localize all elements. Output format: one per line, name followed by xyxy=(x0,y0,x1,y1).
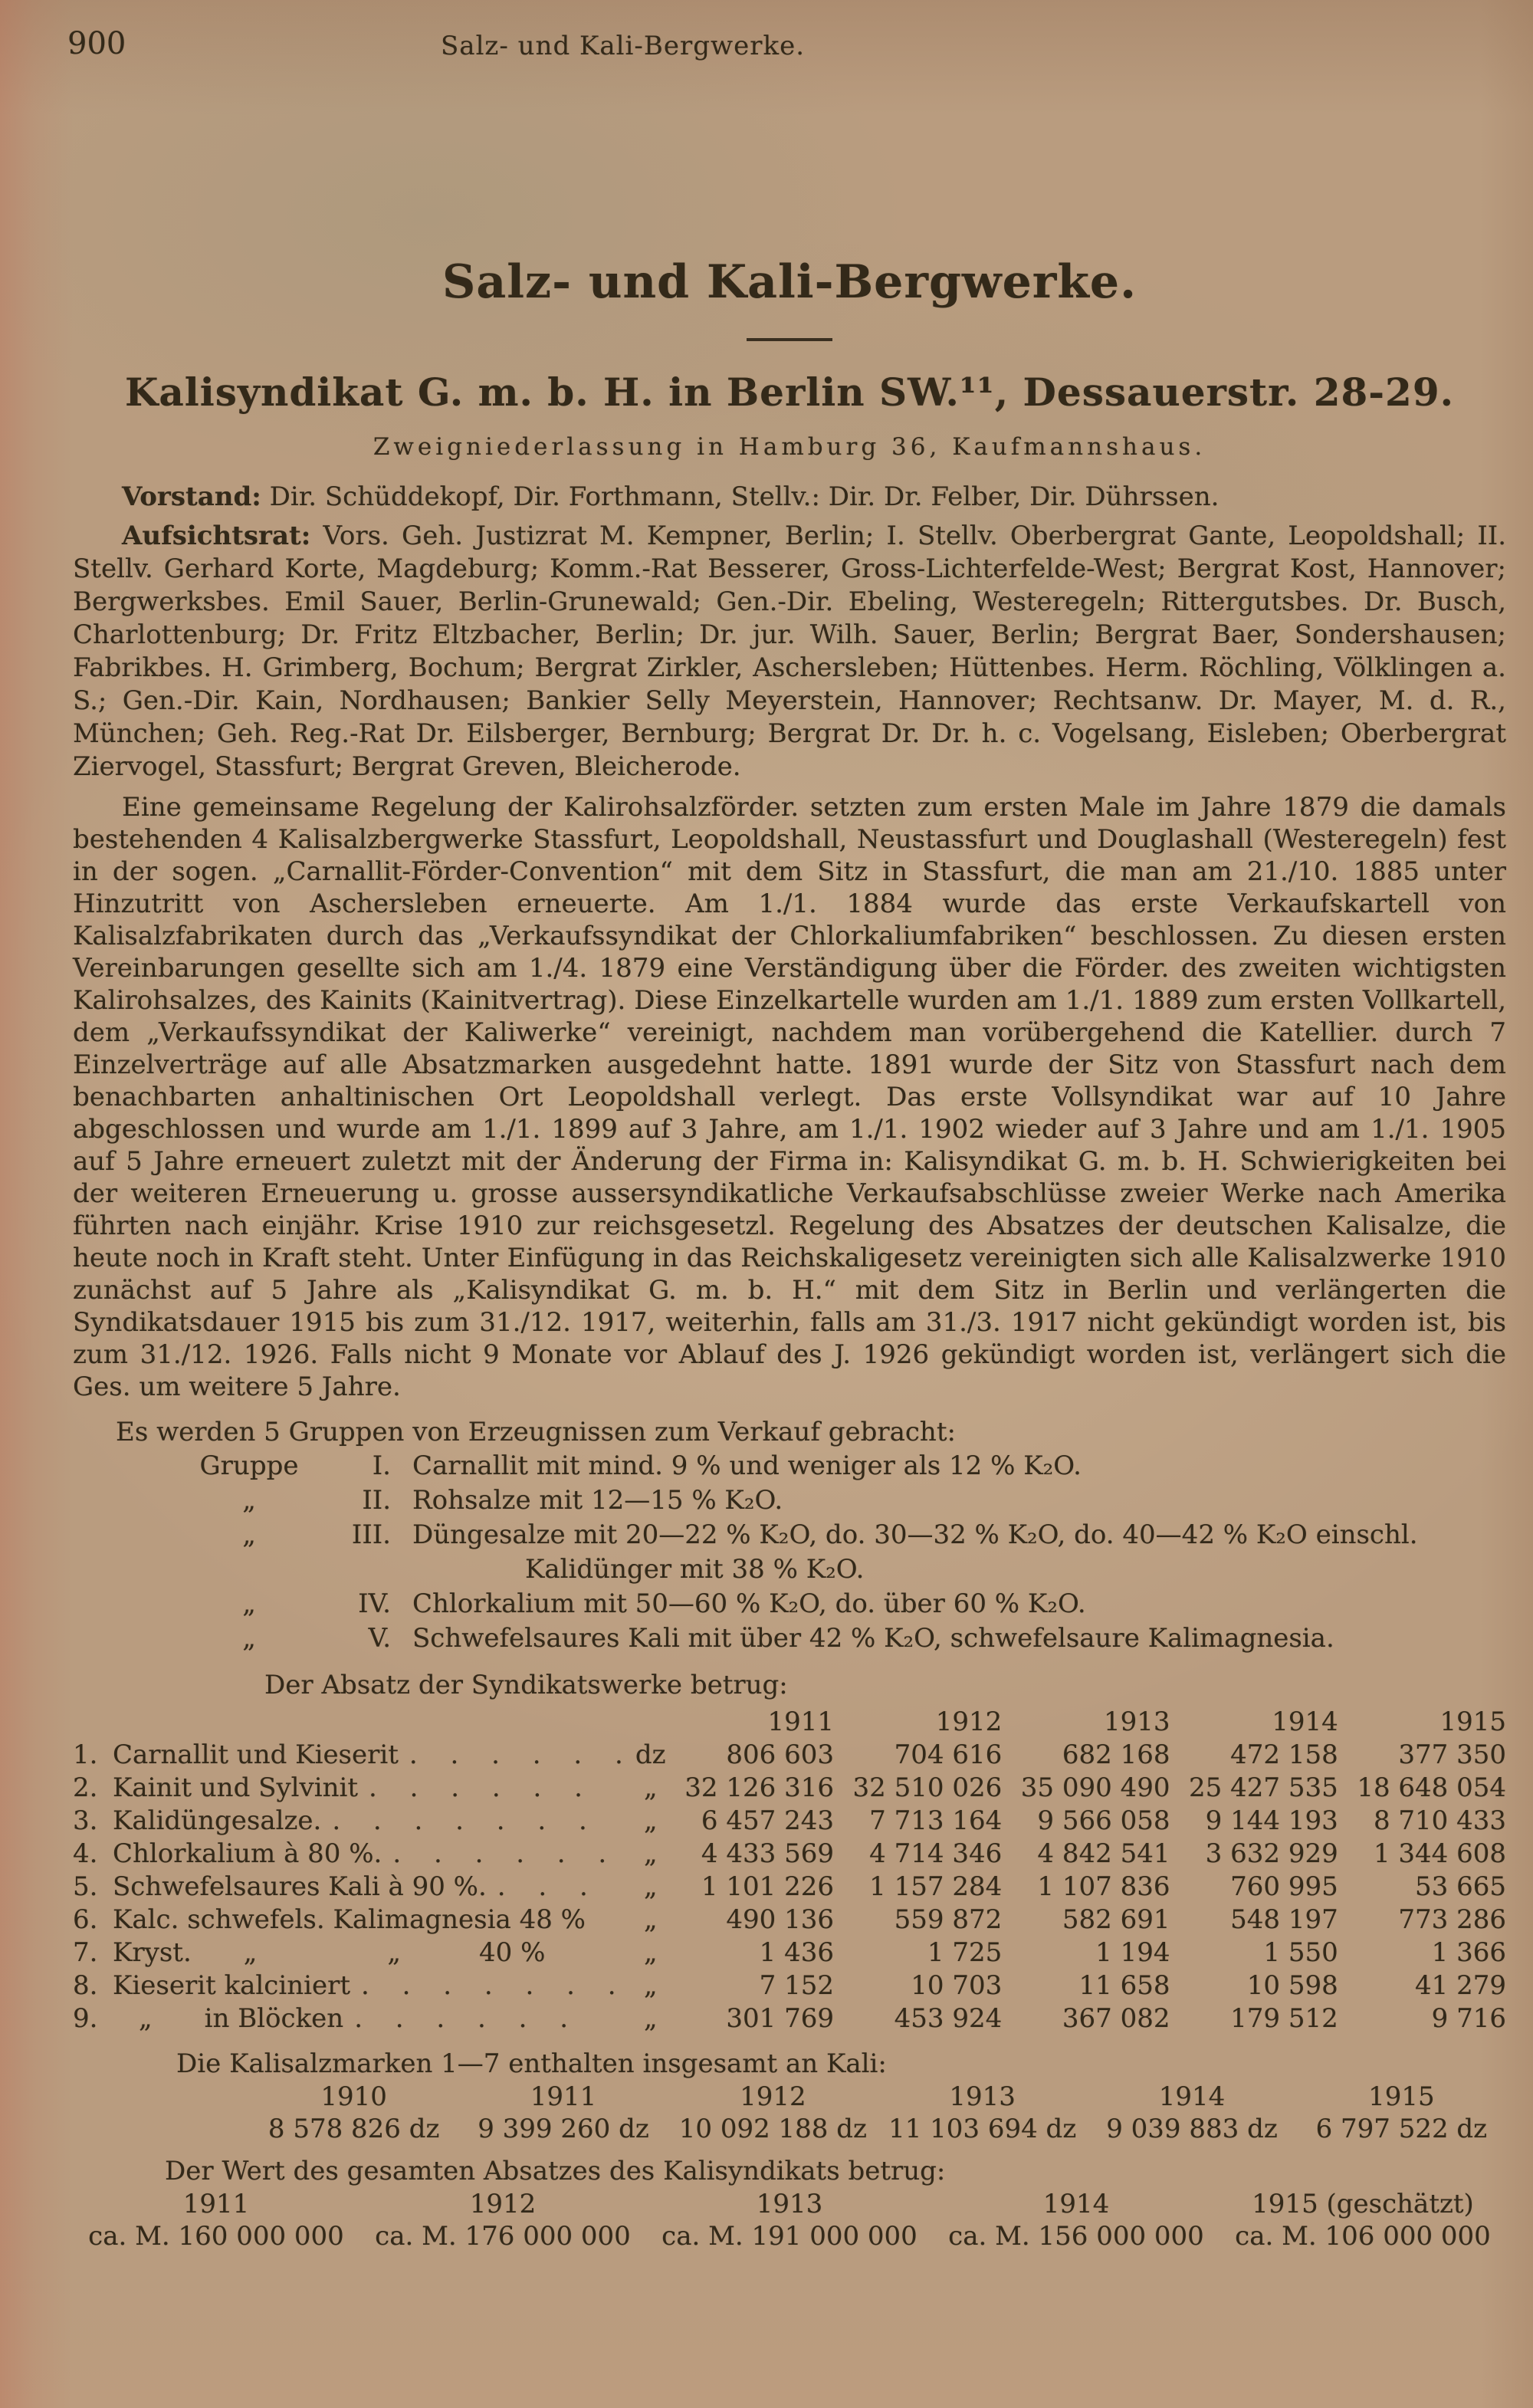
year-label: 1913 xyxy=(1103,1706,1170,1737)
cell-value: 8 710 433 xyxy=(1373,1805,1506,1836)
cell-value: 1 157 284 xyxy=(869,1871,1003,1902)
group-continuation: Kalidünger mit 38 % K₂O. xyxy=(525,1553,865,1585)
cell-value: 179 512 xyxy=(1230,2002,1338,2034)
cell-value: 32 510 026 xyxy=(852,1772,1003,1803)
row-number: 6. xyxy=(73,1904,98,1935)
row-label: Kalc. schwefels. Kalimagnesia 48 % xyxy=(113,1904,586,1935)
row-unit: „ xyxy=(643,1904,658,1935)
row-unit: „ xyxy=(643,2002,658,2034)
row-unit: „ xyxy=(643,1838,658,1869)
year-label: 1912 xyxy=(740,2081,806,2112)
cell-value: 367 082 xyxy=(1062,2002,1170,2034)
sales-table xyxy=(73,1707,1506,2036)
group-row xyxy=(73,1518,1506,1552)
table-row xyxy=(73,2003,1506,2036)
row-label: Kieserit kalciniert xyxy=(113,1969,351,2001)
cell-value: 32 126 316 xyxy=(684,1772,834,1803)
row-unit: dz xyxy=(635,1739,666,1770)
group-text: Carnallit mit mind. 9 % und weniger als 12 % K₂O. xyxy=(412,1450,1082,1481)
row-unit: „ xyxy=(643,1772,658,1803)
year-label: 1912 xyxy=(935,1706,1003,1737)
cell-value: 25 427 535 xyxy=(1189,1772,1338,1803)
row-number: 5. xyxy=(73,1871,98,1902)
group-numeral: IV. xyxy=(358,1588,391,1619)
value-years xyxy=(73,2188,1506,2220)
cell-value: 773 286 xyxy=(1398,1904,1506,1935)
cell-value: 9 716 xyxy=(1431,2002,1506,2034)
cell-value: 1 725 xyxy=(927,1937,1003,1968)
year-label: 1913 xyxy=(756,2188,823,2219)
value-amount: ca. M. 191 000 000 xyxy=(661,2220,918,2252)
table-row xyxy=(73,1970,1506,2003)
kali-values xyxy=(249,2113,1506,2145)
running-header: Salz- und Kali-Bergwerke. xyxy=(441,31,806,61)
year-label: 1911 xyxy=(767,1706,834,1737)
section-title: Salz- und Kali-Bergwerke. xyxy=(442,255,1137,309)
cell-value: 559 872 xyxy=(894,1904,1003,1935)
year-label: 1914 xyxy=(1158,2081,1226,2112)
group-prefix: Gruppe xyxy=(199,1450,299,1481)
cell-value: 4 714 346 xyxy=(869,1838,1003,1869)
kali-value: 9 039 883 dz xyxy=(1106,2113,1278,2144)
cell-value: 18 648 054 xyxy=(1357,1772,1506,1803)
group-text: Chlorkalium mit 50—60 % K₂O, do. über 60 % K₂O. xyxy=(412,1588,1086,1619)
vorstand-paragraph xyxy=(73,481,1506,514)
group-numeral: I. xyxy=(372,1450,391,1481)
cell-value: 1 550 xyxy=(1263,1937,1338,1968)
dot-leader: . . . . . . xyxy=(392,1838,619,1869)
dot-leader xyxy=(545,1937,556,1968)
cell-value: 10 598 xyxy=(1246,1969,1338,2001)
cell-value: 760 995 xyxy=(1230,1871,1338,1902)
branch-subheading: Zweigniederlassung in Hamburg 36, Kaufmannshaus. xyxy=(373,432,1206,461)
group-prefix: „ xyxy=(242,1588,256,1619)
row-unit: „ xyxy=(643,1871,658,1902)
year-label: 1912 xyxy=(469,2188,537,2219)
value-intro: Der Wert des gesamten Absatzes des Kalisyndikats betrug: xyxy=(165,2155,946,2186)
group-prefix: „ xyxy=(242,1622,256,1654)
cell-value: 4 842 541 xyxy=(1037,1838,1170,1869)
group-numeral: V. xyxy=(368,1622,391,1654)
kali-value: 6 797 522 dz xyxy=(1315,2113,1488,2144)
cell-value: 582 691 xyxy=(1062,1904,1170,1935)
kali-intro: Die Kalisalzmarken 1—7 enthalten insgesamt an Kali: xyxy=(176,2048,887,2079)
row-number: 1. xyxy=(73,1739,98,1770)
company-heading: Kalisyndikat G. m. b. H. in Berlin SW.¹¹, Dessauerstr. 28-29. xyxy=(124,370,1455,415)
table-row xyxy=(73,1739,1506,1772)
row-label: Kryst. „ „ 40 % xyxy=(113,1937,546,1968)
group-prefix: „ xyxy=(242,1484,256,1516)
kali-years xyxy=(249,2081,1506,2113)
year-label: 1914 xyxy=(1042,2188,1110,2219)
vorstand-label: Vorstand: xyxy=(122,481,261,512)
year-label: 1915 (geschätzt) xyxy=(1252,2188,1474,2219)
year-label: 1915 xyxy=(1439,1706,1506,1737)
title-divider xyxy=(747,338,832,341)
row-label: Carnallit und Kieserit xyxy=(113,1739,399,1770)
group-numeral: III. xyxy=(351,1519,391,1550)
row-label: „ in Blöcken xyxy=(113,2002,344,2034)
row-number: 8. xyxy=(73,1969,98,2001)
cell-value: 301 769 xyxy=(726,2002,834,2034)
row-label: Schwefelsaures Kali à 90 %. xyxy=(113,1871,487,1902)
cell-value: 490 136 xyxy=(726,1904,834,1935)
table-year-header xyxy=(73,1707,1506,1739)
kali-value: 8 578 826 dz xyxy=(268,2113,440,2144)
year-label: 1910 xyxy=(320,2081,387,2112)
cell-value: 4 433 569 xyxy=(701,1838,834,1869)
table-row xyxy=(73,1871,1506,1904)
cell-value: 1 107 836 xyxy=(1037,1871,1170,1902)
table-row xyxy=(73,1772,1506,1805)
cell-value: 806 603 xyxy=(726,1739,834,1770)
value-values xyxy=(73,2220,1506,2252)
dot-leader xyxy=(586,1904,596,1935)
kali-value: 10 092 188 dz xyxy=(678,2113,867,2144)
year-label: 1915 xyxy=(1368,2081,1435,2112)
dot-leader: . . . . . . xyxy=(369,1772,595,1803)
cell-value: 7 152 xyxy=(759,1969,834,2001)
cell-value: 7 713 164 xyxy=(869,1805,1003,1836)
sales-intro: Der Absatz der Syndikatswerke betrug: xyxy=(264,1669,788,1700)
value-amount: ca. M. 160 000 000 xyxy=(88,2220,344,2252)
dot-leader: . . . xyxy=(497,1871,600,1902)
page-number: 900 xyxy=(67,26,126,61)
year-label: 1911 xyxy=(182,2188,250,2219)
group-text: Düngesalze mit 20—22 % K₂O, do. 30—32 % K₂O, do. 40—42 % K₂O einschl. xyxy=(412,1519,1418,1550)
cell-value: 3 632 929 xyxy=(1205,1838,1338,1869)
dot-leader: . . . . . . xyxy=(354,2002,581,2034)
year-label: 1911 xyxy=(530,2081,597,2112)
cell-value: 453 924 xyxy=(894,2002,1003,2034)
table-row xyxy=(73,1805,1506,1838)
groups-intro: Es werden 5 Gruppen von Erzeugnissen zum Verkauf gebracht: xyxy=(116,1416,956,1447)
cell-value: 377 350 xyxy=(1398,1739,1506,1770)
row-label: Chlorkalium à 80 %. xyxy=(113,1838,382,1869)
row-number: 3. xyxy=(73,1805,98,1836)
cell-value: 6 457 243 xyxy=(701,1805,834,1836)
kali-value: 11 103 694 dz xyxy=(888,2113,1077,2144)
group-row xyxy=(73,1449,1506,1483)
cell-value: 41 279 xyxy=(1415,1969,1506,2001)
cell-value: 472 158 xyxy=(1230,1739,1338,1770)
dot-leader: . . . . . . . xyxy=(361,1969,629,2001)
cell-value: 1 344 608 xyxy=(1373,1838,1506,1869)
row-number: 2. xyxy=(73,1772,98,1803)
group-prefix: „ xyxy=(242,1519,256,1550)
group-row xyxy=(73,1621,1506,1656)
cell-value: 1 366 xyxy=(1431,1937,1506,1968)
cell-value: 1 436 xyxy=(759,1937,834,1968)
row-label: Kainit und Sylvinit xyxy=(113,1772,359,1803)
value-amount: ca. M. 156 000 000 xyxy=(948,2220,1204,2252)
cell-value: 9 566 058 xyxy=(1037,1805,1170,1836)
page-content xyxy=(0,257,1533,2252)
table-row xyxy=(73,1904,1506,1937)
kali-value: 9 399 260 dz xyxy=(478,2113,649,2144)
dot-leader: . . . . . . . xyxy=(332,1805,599,1836)
aufsichtsrat-label: Aufsichtsrat: xyxy=(122,520,311,551)
value-amount: ca. M. 176 000 000 xyxy=(375,2220,631,2252)
row-unit: „ xyxy=(643,1969,658,2001)
cell-value: 548 197 xyxy=(1230,1904,1338,1935)
table-row xyxy=(73,1838,1506,1871)
group-text: Schwefelsaures Kali mit über 42 % K₂O, schwefelsaure Kalimagnesia. xyxy=(412,1622,1334,1654)
row-number: 7. xyxy=(73,1937,98,1968)
cell-value: 11 658 xyxy=(1078,1969,1170,2001)
row-unit: „ xyxy=(643,1937,658,1968)
group-text: Rohsalze mit 12—15 % K₂O. xyxy=(412,1484,783,1516)
table-row xyxy=(73,1937,1506,1970)
value-amount: ca. M. 106 000 000 xyxy=(1235,2220,1491,2252)
cell-value: 682 168 xyxy=(1062,1739,1170,1770)
group-numeral: II. xyxy=(362,1484,391,1516)
year-label: 1914 xyxy=(1272,1706,1338,1737)
vorstand-text: Dir. Schüddekopf, Dir. Forthmann, Stellv.: Dir. Dr. Felber, Dir. Dührssen. xyxy=(269,481,1220,512)
year-label: 1913 xyxy=(949,2081,1016,2112)
cell-value: 9 144 193 xyxy=(1205,1805,1338,1836)
history-paragraph: Eine gemeinsame Regelung der Kalirohsalzförder. setzten zum ersten Male im Jahre 1879 die damals bestehenden 4 Kalisalzbergwerke Stassfurt, Leopoldshall, Neustassfurt und Douglashall (Westeregeln) fest in der sogen. „Carnallit-Förder-Convention“ mit dem Sitz in Stassfurt, die man am 21./10. 1885 unter Hinzutritt von Aschersleben erneuerte. Am 1./1. 1884 wurde das erste Verkaufskartell von Kalisalzfabrikaten durch das „Verkaufssyndikat der Chlorkaliumfabriken“ beschlossen. Zu diesen ersten Vereinbarungen gesellte sich am 1./4. 1879 eine Verständigung über die Förder. des zweiten wichtigsten Kalirohsalzes, des Kainits (Kainitvertrag). Diese Einzelkartelle wurden am 1./1. 1889 zum ersten Vollkartell, dem „Verkaufssyndikat der Kaliwerke“ vereinigt, nachdem man vorübergehend die Katellier. durch 7 Einzelverträge auf alle Absatzmarken ausgedehnt hatte. 1891 wurde der Sitz von Stassfurt nach dem benachbarten anhaltinischen Ort Leopoldshall verlegt. Das erste Vollsyndikat war auf 10 Jahre abgeschlossen und wurde am 1./1. 1899 auf 3 Jahre, am 1./1. 1902 wieder auf 3 Jahre und am 1./1. 1905 auf 5 Jahre erneuert zuletzt mit der Änderung der Firma in: Kalisyndikat G. m. b. H. Schwierigkeiten bei der weiteren Erneuerung u. grosse aussersyndikatliche Verkaufsabschlüsse zweier Werke nach Amerika führten nach einjähr. Krise 1910 zur reichsgesetzl. Regelung des Absatzes der deutschen Kalisalze, die heute noch in Kraft steht. Unter Einfügung in das Reichskaligesetz vereinigten sich alle Kalisalzwerke 1910 zunächst auf 5 Jahre als „Kalisyndikat G. m. b. H.“ mit dem Sitz in Berlin und verlängerten die Syndikatsdauer 1915 bis zum 31./12. 1917, weiterhin, falls am 31./3. 1917 nicht gekündigt worden ist, bis zum 31./12. 1926. Falls nicht 9 Monate vor Ablauf des J. 1926 gekündigt worden ist, verlängert sich die Ges. um weitere 5 Jahre. xyxy=(73,791,1506,1402)
cell-value: 1 194 xyxy=(1095,1937,1170,1968)
row-unit: „ xyxy=(643,1805,658,1836)
cell-value: 53 665 xyxy=(1415,1871,1506,1902)
aufsichtsrat-text: Vors. Geh. Justizrat M. Kempner, Berlin; I. Stellv. Oberbergrat Gante, Leopoldshall; II. Stellv. Gerhard Korte, Magdeburg; Komm.-Rat Besserer, Gross-Lichterfelde-West; Bergrat Kost, Hannover; Bergwerksbes. Emil Sauer, Berlin-Grunewald; Gen.-Dir. Ebeling, Westeregeln; Rittergutsbes. Dr. Busch, Charlottenburg; Dr. Fritz Eltzbacher, Berlin; Dr. jur. Wilh. Sauer, Berlin; Bergrat Baer, Sondershausen; Fabrikbes. H. Grimberg, Bochum; Bergrat Zirkler, Aschersleben; Hüttenbes. Herm. Röchling, Völklingen a. S.; Gen.-Dir. Kain, Nordhausen; Bankier Selly Meyerstein, Hannover; Rechtsanw. Dr. Mayer, M. d. R., München; Geh. Reg.-Rat Dr. Eilsberger, Bernburg; Bergrat Dr. Dr. h. c. Vogelsang, Eisleben; Oberbergrat Ziervogel, Stassfurt; Bergrat Greven, Bleicherode. xyxy=(73,520,1507,782)
row-number: 9. xyxy=(73,2002,98,2034)
group-row xyxy=(73,1587,1506,1621)
row-number: 4. xyxy=(73,1838,98,1869)
cell-value: 10 703 xyxy=(911,1969,1003,2001)
cell-value: 35 090 490 xyxy=(1020,1772,1170,1803)
group-row xyxy=(73,1483,1506,1518)
cell-value: 1 101 226 xyxy=(701,1871,834,1902)
dot-leader: . . . . . . xyxy=(409,1739,635,1770)
row-label: Kalidüngesalze. xyxy=(113,1805,322,1836)
cell-value: 704 616 xyxy=(894,1739,1003,1770)
aufsichtsrat-paragraph xyxy=(73,520,1506,784)
